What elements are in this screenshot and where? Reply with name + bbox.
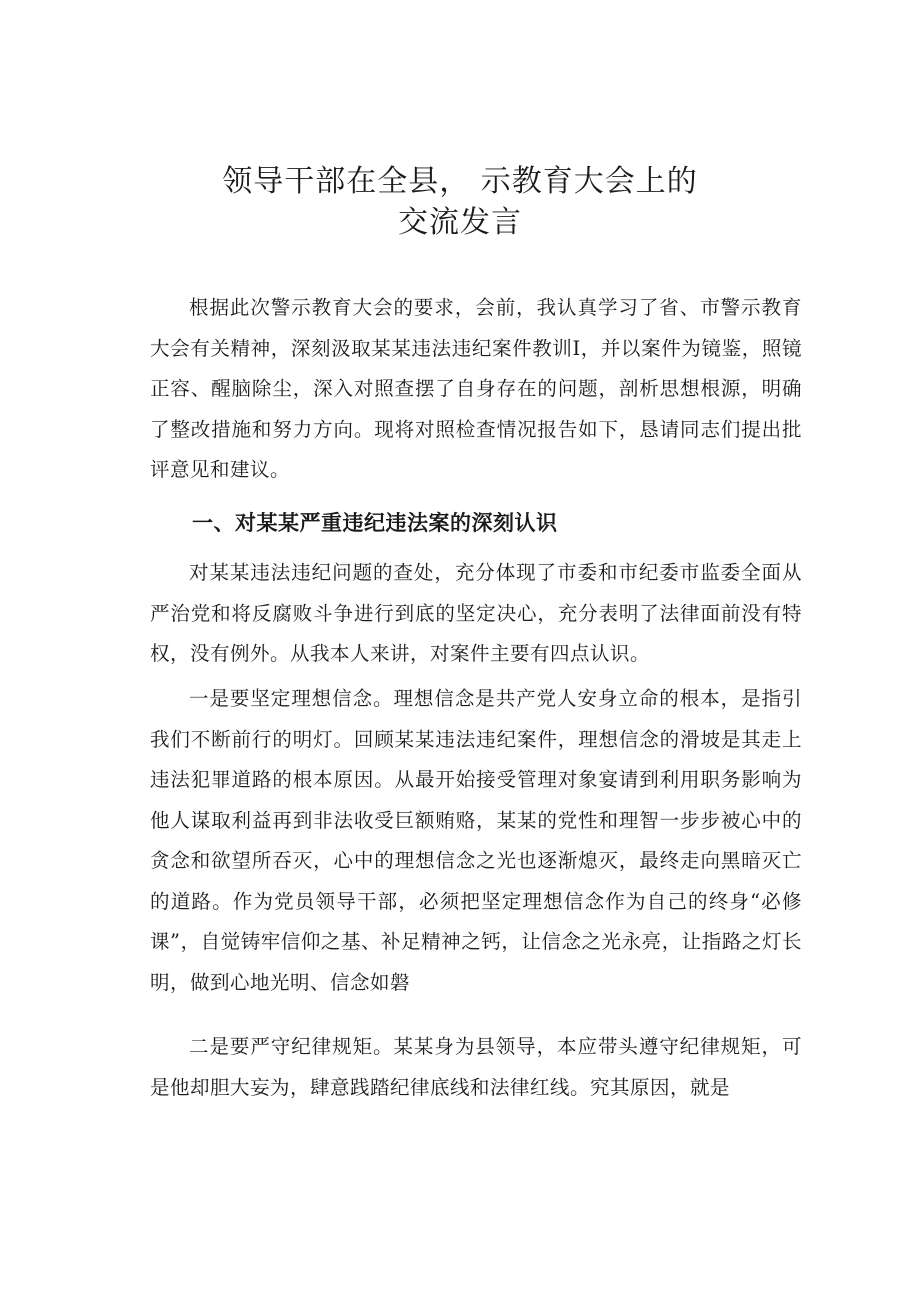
body-paragraph: 二是要严守纪律规矩。某某身为县领导，本应带头遵守纪律规矩，可是他却胆大妄为，肆意践踏纪律底线和法律红线。究其原因，就是	[150, 1035, 802, 1099]
section-heading: 一、对某某严重违纪违法案的深刻认识	[192, 511, 558, 535]
document-title-line2: 交流发言	[398, 205, 522, 240]
body-paragraph: 一是要坚定理想信念。理想信念是共产党人安身立命的根本，是指引我们不断前行的明灯。回顾某某违法违纪案件，理想信念的滑坡是其走上违法犯罪道路的根本原因。从最开始接受管理对象宴请到利用职务影响为他人谋取利益再到非法收受巨额贿赂，某某的党性和理智一步步被心中的贪念和欲望所吞灭，心中的理想信念之光也逐渐熄灭，最终走向黑暗灭亡的道路。作为党员领导干部，必须把坚定理想信念作为自己的终身“必修课”，自觉铸牢信仰之基、补足精神之钙，让信念之光永亮，让指路之灯长明，做到心地光明、信念如磐	[150, 687, 802, 994]
intro-paragraph: 根据此次警示教育大会的要求，会前，我认真学习了省、市警示教育大会有关精神，深刻汲取某某违法违纪案件教训I，并以案件为镜鉴，照镜正容、醒脑除尘，深入对照查摆了自身存在的问题，剖析思想根源，明确了整改措施和努力方向。现将对照检查情况报告如下，恳请同志们提出批评意见和建议。	[150, 296, 802, 481]
document-title-line1: 领导干部在全县， 示教育大会上的	[222, 164, 698, 199]
body-paragraph: 对某某违法违纪问题的查处，充分体现了市委和市纪委市监委全面从严治党和将反腐败斗争进行到底的坚定决心，充分表明了法律面前没有特权，没有例外。从我本人来讲，对案件主要有四点认识。	[150, 561, 802, 665]
